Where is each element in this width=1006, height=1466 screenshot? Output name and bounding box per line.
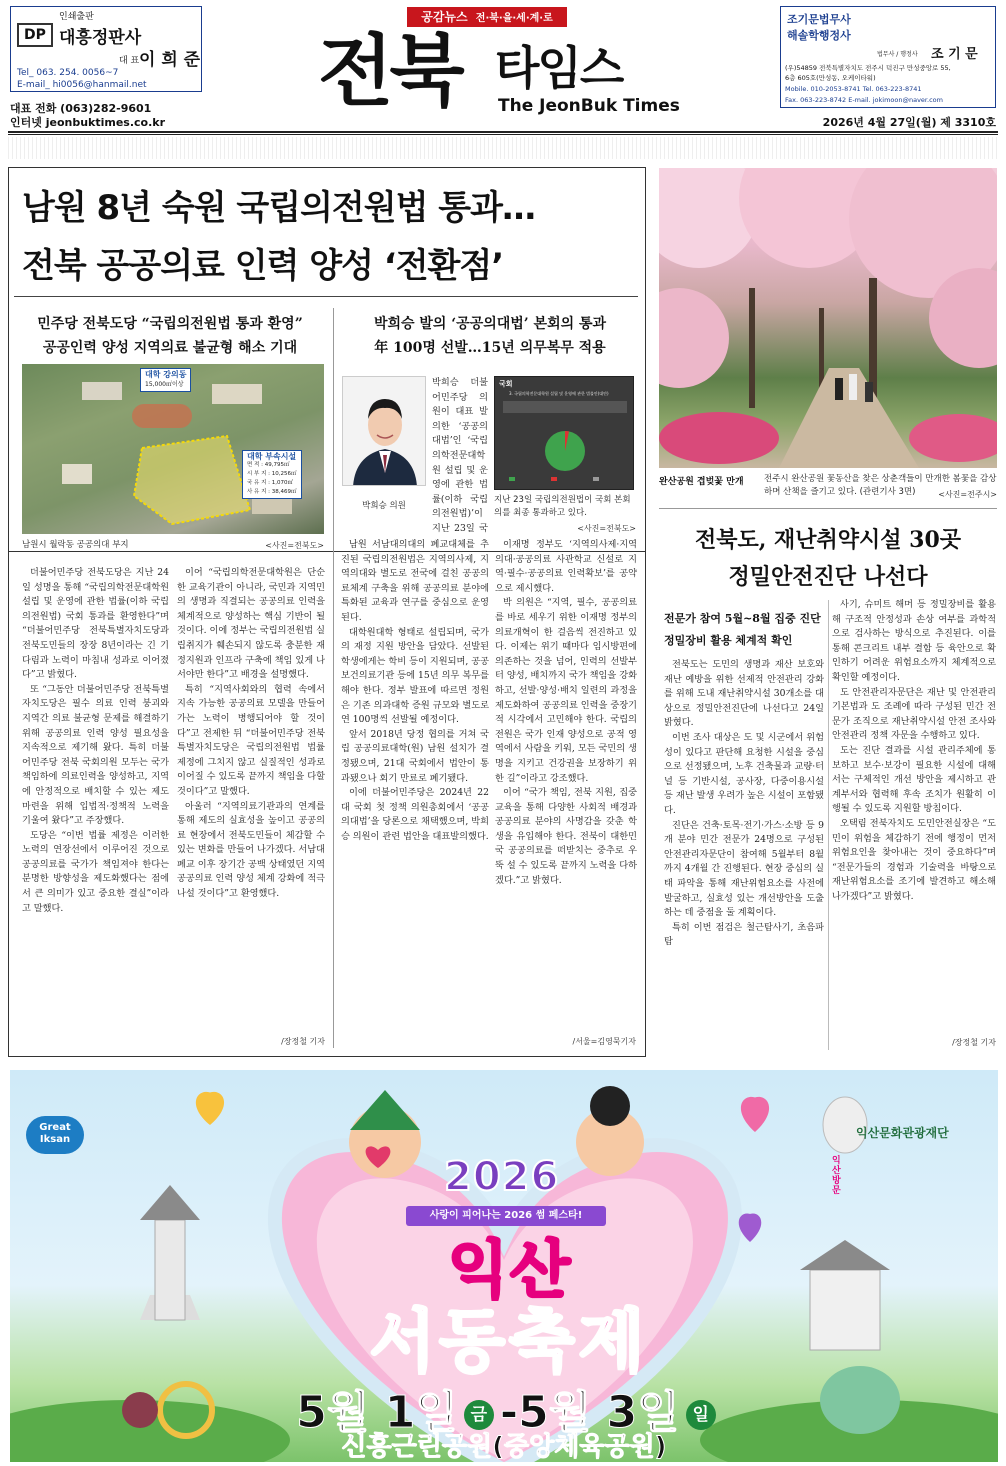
left-article-byline: /장정철 기자 bbox=[281, 1037, 325, 1046]
printer-ad-box bbox=[10, 6, 202, 92]
main-headline-1: 남원 8년 숙원 국립의전원법 통과… bbox=[22, 188, 535, 228]
ad-title-2: 서동축제 bbox=[369, 1303, 649, 1382]
masthead-title-big: 전북 bbox=[318, 27, 461, 117]
ad-date-separator: - bbox=[499, 1387, 519, 1438]
law-rep-label: 법무사 / 행정사 bbox=[877, 51, 918, 58]
law-fax: Fax. 063-223-8742 E-mail. jokimoon@naver.com bbox=[785, 96, 943, 104]
header-rule bbox=[8, 131, 998, 135]
masthead-title-en: The JeonBuk Times bbox=[498, 96, 680, 116]
left-col2-paragraph: 아울러 “지역의료기관과의 연계를 통해 제도의 실효성을 높이고 공공의료 현장에서 전북도민들이 체감할 수 있는 변화를 만들어 나가겠다. 서남대 폐교 이후 장기간 공백 상태였던 지역 공공의료 인력 양성 체계 강화에 적극 나설 것이다”고 환영했다. bbox=[177, 800, 325, 900]
right-col1-paragraph: 남원 서남대의대의 폐교대체를 추진된 국립의전원법은 지역의사제, 지역의대와 별도로 전국에 걸친 공공의료체계 구축을 위해 공공의료 분야에 특화된 교육과 연구를 중심으로 운영된다. bbox=[341, 539, 489, 623]
left-col2-paragraph: 특히 “지역사회와의 협력 속에서 지속 가능한 공공의료 모델을 만들어 가는 노력이 병행되어야 할 것이다”고 전제한 뒤 “더불어민주당 전북특별자치도당은 국립의전원법 법률 제정에 그치지 않고 실질적인 성과로 이어질 수 있도록 끝까지 책임을 다할 것이다”고 말했다. bbox=[177, 683, 325, 797]
assembly-photo-credit: <사진=전북도> bbox=[577, 524, 636, 533]
iksan-logo: Great Iksan bbox=[26, 1116, 84, 1154]
side-col1-paragraph: 진단은 건축·토목·전기·가스·소방 등 9개 분야 민간 전문가 24명으로 구성된 안전관리자문단이 참여해 5월부터 8월까지 4개월 간 진행된다. 현장 중심의 실태 파악을 통해 재난위험요소를 사전에 발굴하고, 실효성 있는 개선방안을 도출하는 데 중점을 둘 계획이다. bbox=[664, 819, 824, 919]
screen-title: 3. 국립의학전문대학원 설립 및 운영에 관한 법률안(대안) bbox=[509, 391, 609, 396]
printer-tel: Tel_ 063. 254. 0056~7 bbox=[17, 68, 119, 78]
contact-phone: 대표 전화 (063)282-9601 bbox=[10, 102, 152, 115]
photo-label-lecture-hall: 대학 강의동 15,000㎡이상 bbox=[140, 368, 191, 392]
ad-balloon-text: 익산방문 bbox=[832, 1156, 841, 1196]
aerial-photo bbox=[22, 364, 324, 534]
side-col1-paragraph: 이번 조사 대상은 도 및 시군에서 위험성이 있다고 판단해 요청한 시설을 중심으로 선정됐으며, 노후 건축물과 교량·터널 등 기반시설, 공사장, 다중이용시설 등 재난 발생 우려가 높은 시설이 포함됐다. bbox=[664, 731, 824, 816]
law-firm-ad-box bbox=[780, 6, 996, 108]
header-rule-dots bbox=[8, 137, 998, 159]
right-article-byline: /서울=김영묵기자 bbox=[572, 1037, 636, 1046]
ad-year: 2026 bbox=[444, 1154, 560, 1200]
law-rep-name: 조 기 문 bbox=[931, 47, 978, 62]
ad-date-end: 5월 3일 bbox=[518, 1387, 680, 1438]
right-subhead-1: 박희승 발의 ‘공공의대법’ 본회의 통과 bbox=[373, 316, 607, 332]
foundation-logo: 익산문화관광재단 bbox=[856, 1126, 949, 1140]
side-top-rule bbox=[659, 508, 997, 509]
side-col1-paragraph: 전북도는 도민의 생명과 재산 보호와 재난 예방을 위한 선제적 안전관리 강화를 위해 도내 재난취약시설 30개소를 대상으로 정밀안전진단에 나선다고 24일 밝혔다. bbox=[664, 659, 824, 729]
blossom-credit: <사진=전주시> bbox=[938, 490, 997, 499]
left-col1-paragraph: 도당은 “이번 법률 제정은 이러한 노력의 연장선에서 이루어진 것으로 공공의료를 국가가 책임져야 한다는 분명한 방향성을 제도화했다는 점에서 큰 의미가 있고 중요한 결실”이라고 말했다. bbox=[22, 829, 169, 914]
left-article-col-2 bbox=[177, 566, 325, 1036]
aerial-photo-credit: <사진=전북도> bbox=[265, 541, 324, 550]
portrait-figure bbox=[343, 377, 426, 486]
masthead-title-side: 타임스 bbox=[495, 41, 623, 95]
right-col2-paragraph: 이재명 정부도 ‘지역의사제·지역의대·공공의료 사관학교 신설로 지역·필수·공공의료 인력확보’를 공약으로 제시했다. bbox=[495, 539, 637, 594]
screen-label: 국회 bbox=[499, 380, 513, 388]
right-article-col-2 bbox=[495, 538, 637, 1036]
side-headline-2: 정밀안전진단 나선다 bbox=[728, 564, 928, 590]
side-subhead-2: 정밀장비 활용 체계적 확인 bbox=[664, 634, 793, 647]
side-col2-paragraph: 오택림 전북자치도 도민안전실장은 “도민이 위험을 체감하기 전에 행정이 먼저 위험요인을 찾아내는 것이 중요하다”며 “전문가들의 경험과 기술력을 바탕으로 재난위험요소를 조기에 발견하고 해소해 나가겠다”고 밝혔다. bbox=[832, 817, 996, 902]
photo-label-annex: 대학 부속시설 면 적 : 49,795㎡ 시 부 지 : 10,256㎡ 국 유 지 : 1,070㎡ 사 유 지 : 38,469㎡ bbox=[242, 450, 302, 499]
portrait-caption: 박희승 의원 bbox=[362, 501, 406, 511]
column-divider bbox=[333, 308, 334, 1048]
printer-ceo-name: 이 희 준 bbox=[139, 50, 201, 70]
ad-day-end: 일 bbox=[686, 1400, 716, 1430]
masthead-tag-slogan: 전·북·을·세·계·로 bbox=[475, 13, 553, 24]
right-article-wrap-text: 박희승 더불어민주당 의원이 대표 발의한 ‘공공의대법’인 ‘국립의학전문대학원 설립 및 운영에 관한 법률(이하 국립의전원법)’이 지난 23일 국 bbox=[432, 377, 488, 534]
main-headline-2: 전북 공공의료 인력 양성 ‘전환점’ bbox=[22, 246, 504, 286]
law-address-2: 6층 605호(만성동, 오케이타워) bbox=[785, 74, 876, 82]
right-col1-paragraph: 앞서 2018년 당정 협의를 거쳐 국립 공공의료대학(원) 남원 설치가 결정됐으며, 21대 국회에서 법안이 통과됐으나 회기 만료로 폐기됐다. bbox=[341, 728, 489, 784]
side-article-col-1 bbox=[664, 658, 824, 1050]
ad-day-start: 금 bbox=[464, 1400, 494, 1430]
left-col1-paragraph: 더불어민주당 전북도당은 지난 24일 성명을 통해 “국립의학전문대학원 설립 및 운영에 관한 법률(이하 국립의전원법) 국회 통과를 환영한다”며 “더불어민주당 전북특별자치도당과 전북도민들의 장장 8년이라는 긴 기다림과 노력이 마침내 성과로 이어졌다”고 밝혔다. bbox=[22, 567, 169, 681]
side-article-col-2 bbox=[832, 598, 996, 1038]
ad-title-1: 익산 bbox=[448, 1233, 572, 1306]
printer-company: 대흥정판사 bbox=[59, 28, 142, 48]
side-subhead-1: 전문가 참여 5월~8월 집중 진단 bbox=[664, 612, 821, 625]
left-subhead-1: 민주당 전북도당 “국립의전원법 통과 환영” bbox=[37, 316, 303, 332]
cherry-blossom-scene bbox=[659, 168, 997, 468]
ad-venue: 신흥근린공원(중앙체육공원) bbox=[341, 1432, 667, 1462]
law-mobile: Mobile. 010-2053-8741 Tel. 063-223-8741 bbox=[785, 85, 922, 93]
ad-date-start: 5월 1일 bbox=[296, 1387, 458, 1438]
left-col1-paragraph: 또 “그동안 더불어민주당 전북특별자치도당은 필수 의료 인력 붕괴와 지역간 의료 불균형 문제를 해결하기 위해 공공의료 인력 양성 필요성을 지속적으로 제기해 왔다. 특히 더불어민주당 전북 국회의원 모두는 국가 책임하에 의료인력을 양성하고, 지역에 안정적으로 배치할 수 있는 제도 마련을 위해 입법적·정책적 노력을 기울여 왔다”고 주장했다. bbox=[22, 683, 169, 827]
right-article-col-1 bbox=[341, 538, 489, 1038]
side-headline-1: 전북도, 재난취약시설 30곳 bbox=[694, 527, 962, 553]
cherry-blossom-photo bbox=[659, 168, 997, 468]
side-col2-paragraph: 사기, 슈미트 해머 등 정밀장비를 활용해 구조적 안정성과 손상 여부를 과학적으로 검사하는 방식으로 추진된다. 이를 통해 콘크리트 내부 결함 등 육안으로 확인하기 어려운 위험요소까지 체계적으로 확인할 예정이다. bbox=[832, 599, 996, 683]
aerial-photo-caption: 남원시 월락동 공공의대 부지 bbox=[22, 540, 129, 550]
side-col1-paragraph: 특히 이번 점검은 철근탐사기, 초음파탐 bbox=[664, 921, 824, 948]
ad-date-row bbox=[236, 1376, 776, 1438]
portrait-photo bbox=[342, 376, 426, 486]
issue-info: 2026년 4월 27일(월) 제 3310호 bbox=[822, 116, 996, 129]
left-col2-paragraph: 이어 “국립의학전문대학원은 단순한 교육기관이 아니라, 국민과 지역민의 생명과 직결되는 공공의료 인력을 체계적으로 양성하는 핵심 기반이 될 것이다. 이에 정부는 국립의전원법 실립취지가 훼손되지 않도록 충분한 재정지원과 인프라 구축에 책임 있게 나서야만 한다”고 배경을 설명했다. bbox=[177, 567, 325, 681]
side-col2-paragraph: 도 안전관리자문단은 재난 및 안전관리 기본법과 도 조례에 따라 구성된 민간 전문가 조직으로 재난취약시설 안전 조사와 안전관리 정책 자문을 수행하고 있다. bbox=[832, 686, 996, 742]
main-story-left-rule bbox=[8, 552, 9, 1056]
assembly-screen-photo bbox=[494, 376, 634, 490]
side-column-divider bbox=[828, 600, 829, 1050]
contact-web: 인터넷 jeonbuktimes.co.kr bbox=[10, 116, 166, 129]
right-col1-paragraph: 이에 더불어민주당은 2024년 22대 국회 첫 정책 의원총회에서 ‘공공의대법’을 당론으로 채택했으며, 박희승 의원이 관련 법안을 대표발의했다. bbox=[341, 787, 489, 842]
printer-email: E-mail_ hi0056@hanmail.net bbox=[17, 80, 147, 90]
law-address-1: (우)54859 전북특별자치도 전주시 덕진구 만성중앙로 55, bbox=[785, 64, 951, 72]
left-article-col-1 bbox=[22, 566, 169, 1048]
left-subhead-2: 공공인력 양성 지역의료 불균형 해소 기대 bbox=[42, 340, 298, 356]
side-article-byline: /장정철 기자 bbox=[952, 1038, 996, 1047]
festival-ad bbox=[10, 1070, 998, 1462]
side-col2-paragraph: 도는 진단 결과를 시설 관리주체에 통보하고 보수·보강이 필요한 시설에 대해서는 구체적인 개선 방안을 제시하고 관계부서와 협력해 후속 조치가 원활히 이행될 수 있도록 지원할 방침이다. bbox=[832, 744, 996, 815]
printer-logo-mark: DP bbox=[17, 23, 53, 47]
printer-label: 인쇄출판 bbox=[59, 12, 94, 22]
law-firm-1: 조기문법무사 bbox=[787, 13, 851, 26]
right-col1-paragraph: 대학원대학 형태로 설립되며, 국가의 재정 지원 방안을 담았다. 선발된 학생에게는 학비 등이 지원되며, 공공보건의료기관 등에 15년 의무 복무를 해야 한다. 정부 발표에 따르면 정원은 기존 의과대학 증원 규모와 별도로 연 100명씩 선발될 예정이다. bbox=[341, 626, 489, 726]
assembly-photo-caption: 지난 23일 국립의전원법이 국회 본회의를 최종 통과하고 있다. bbox=[494, 495, 631, 518]
blossom-caption-title: 완산공원 겹벚꽃 만개 bbox=[659, 477, 744, 487]
law-firm-2: 해솔학행정사 bbox=[787, 29, 851, 42]
masthead-tag-brand: 공감뉴스 bbox=[421, 10, 468, 24]
main-story-bottom-rule bbox=[8, 1056, 646, 1057]
blossom-caption: 전주시 완산공원 꽃동산을 찾은 상춘객들이 만개한 봄꽃을 감상하며 산책을 즐기고 있다. (관련기사 3면) bbox=[764, 474, 997, 497]
ad-ribbon: 사랑이 피어나는 2026 썸 페스타! bbox=[406, 1206, 606, 1226]
printer-ceo-label: 대 표 bbox=[119, 56, 140, 66]
main-story-right-rule bbox=[645, 552, 646, 1056]
right-subhead-2: 年 100명 선발…15년 의무복무 적용 bbox=[374, 340, 606, 356]
headline-rule bbox=[14, 296, 638, 297]
right-col2-paragraph: 이어 “국가 책임, 전북 지원, 집중 교육을 통해 다양한 사회적 배경과 공공의료 분야의 사명감을 갖춘 학생을 유입해야 한다. 전북이 대한민국 공공의료를 떠받치는 중추로 우뚝 설 수 있도록 끝까지 노력을 다하겠다.”고 밝혔다. bbox=[495, 787, 637, 886]
right-col2-paragraph: 박 의원은 “지역, 필수, 공공의료를 바로 세우기 위한 이재명 정부의 의료개혁이 한 걸음씩 전진하고 있다. 이제는 위기 때마다 임시방편에 의존하는 것을 넘어, 인력의 선발부터 양성, 배치까지 국가 책임을 강화하고, 선발·양성·배치 일련의 과정을 제도화하여 공공의료 인력을 중장기적 시각에서 고민해야 한다. 국립의전원은 국가 인재 양성으로 공적 영역에서 사람을 키워, 모든 국민의 생명을 지키고 건강권을 보장하기 위한 길”이라고 강조했다. bbox=[495, 597, 637, 784]
